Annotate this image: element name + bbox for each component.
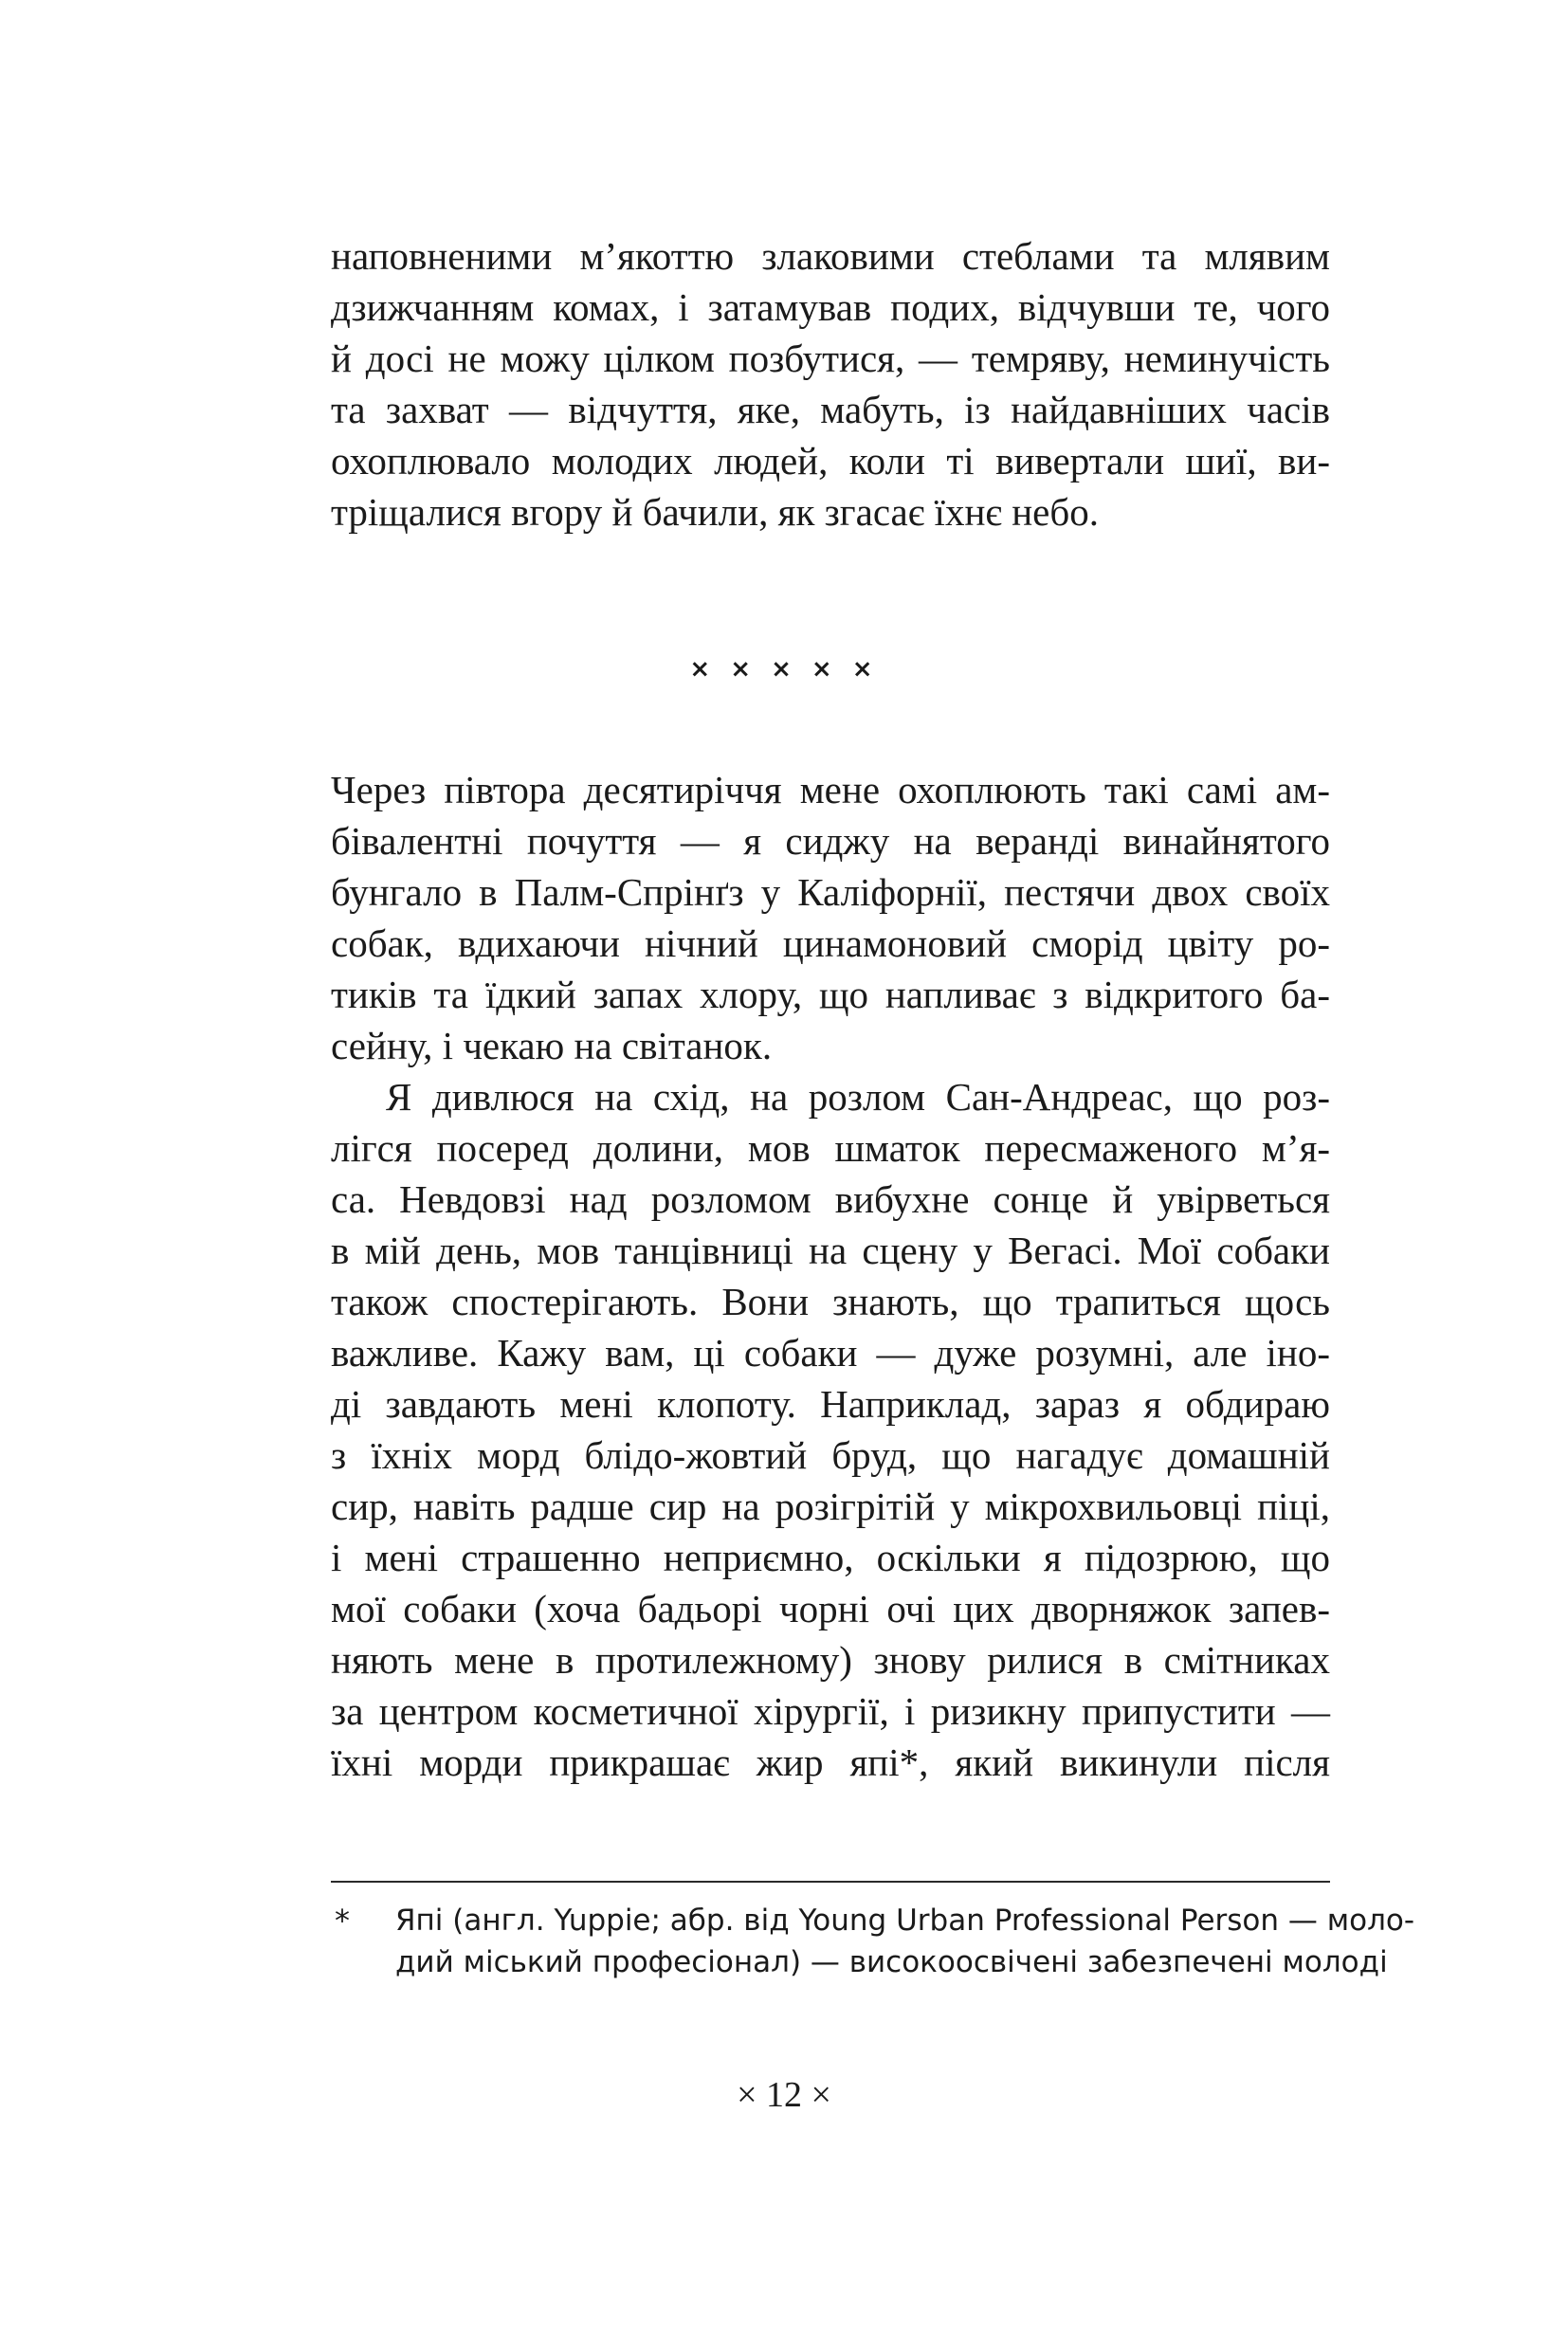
text-line: сейну, і чекаю на світанок. <box>331 1024 773 1067</box>
text-line: собак, вдихаючи нічний цинамоновий сморід цвіту ро- <box>331 921 1330 965</box>
text-line: й досі не можу цілком позбутися, — темряву, неминучість <box>331 337 1330 380</box>
text-line: ді завдають мені клопоту. Наприклад, зараз я обдираю <box>331 1382 1330 1426</box>
footnote-marker: * <box>335 1903 350 1939</box>
text-line: і мені страшенно неприємно, оскільки я підозрюю, що <box>331 1536 1330 1579</box>
footnote-line: Япі (англ. Yuppie; абр. від Young Urban Professional Person — моло- <box>395 1904 1415 1938</box>
text-line: їхні морди прикрашає жир япі*, який викинули після <box>331 1740 1330 1784</box>
text-line: з їхніх морд блідо-жовтий бруд, що нагадує домашній <box>331 1433 1330 1477</box>
text-line: няють мене в протилежному) знову рилися в смітниках <box>331 1638 1330 1682</box>
paragraph-continued <box>331 230 1330 537</box>
text-line: наповненими м’якоттю злаковими стеблами та млявим <box>331 234 1330 278</box>
text-line: за центром косметичної хірургії, і ризикну припустити — <box>331 1689 1330 1733</box>
text-line: важливе. Кажу вам, ці собаки — дуже розумні, але іно- <box>331 1331 1330 1375</box>
text-line: в мій день, мов танцівниці на сцену у Вегасі. Мої собаки <box>331 1229 1330 1272</box>
text-line: бівалентні почуття — я сиджу на веранді винайнятого <box>331 819 1330 863</box>
text-line: та захват — відчуття, яке, мабуть, із найдавніших часів <box>331 388 1330 431</box>
text-line: Я дивлюся на схід, на розлом Сан-Андреас, що роз- <box>386 1075 1330 1119</box>
text-line: тріщалися вгору й бачили, як згасає їхнє небо. <box>331 490 1099 534</box>
text-line: бунгало в Палм-Спрінґз у Каліфорнії, пестячи двох своїх <box>331 870 1330 914</box>
body-text <box>331 764 1330 1788</box>
text-line: охоплювало молодих людей, коли ті вивертали шиї, ви- <box>331 439 1330 483</box>
text-line: дзижчанням комах, і затамував подих, відчувши те, чого <box>331 285 1330 329</box>
page-number: × 12 × <box>737 2075 831 2115</box>
text-line: Через півтора десятиріччя мене охоплюють такі самі ам- <box>331 768 1330 811</box>
footnote-line: дий міський професіонал) — високоосвічені забезпечені молоді <box>395 1945 1388 1979</box>
text-line: лігся посеред долини, мов шматок пересмаженого м’я- <box>331 1126 1330 1170</box>
text-line: тиків та їдкий запах хлору, що напливає з відкритого ба- <box>331 973 1330 1016</box>
text-line: мої собаки (хоча бадьорі чорні очі цих дворняжок запев- <box>331 1587 1330 1630</box>
text-line: також спостерігають. Вони знають, що трапиться щось <box>331 1280 1330 1323</box>
text-line: сир, навіть радше сир на розігрітій у мікрохвильовці піці, <box>331 1485 1330 1528</box>
footnote-divider <box>331 1881 1330 1883</box>
text-line: са. Невдовзі над розломом вибухне сонце й увірветься <box>331 1177 1330 1221</box>
section-separator: × × × × × <box>689 655 879 683</box>
footnote <box>331 1900 1415 1983</box>
